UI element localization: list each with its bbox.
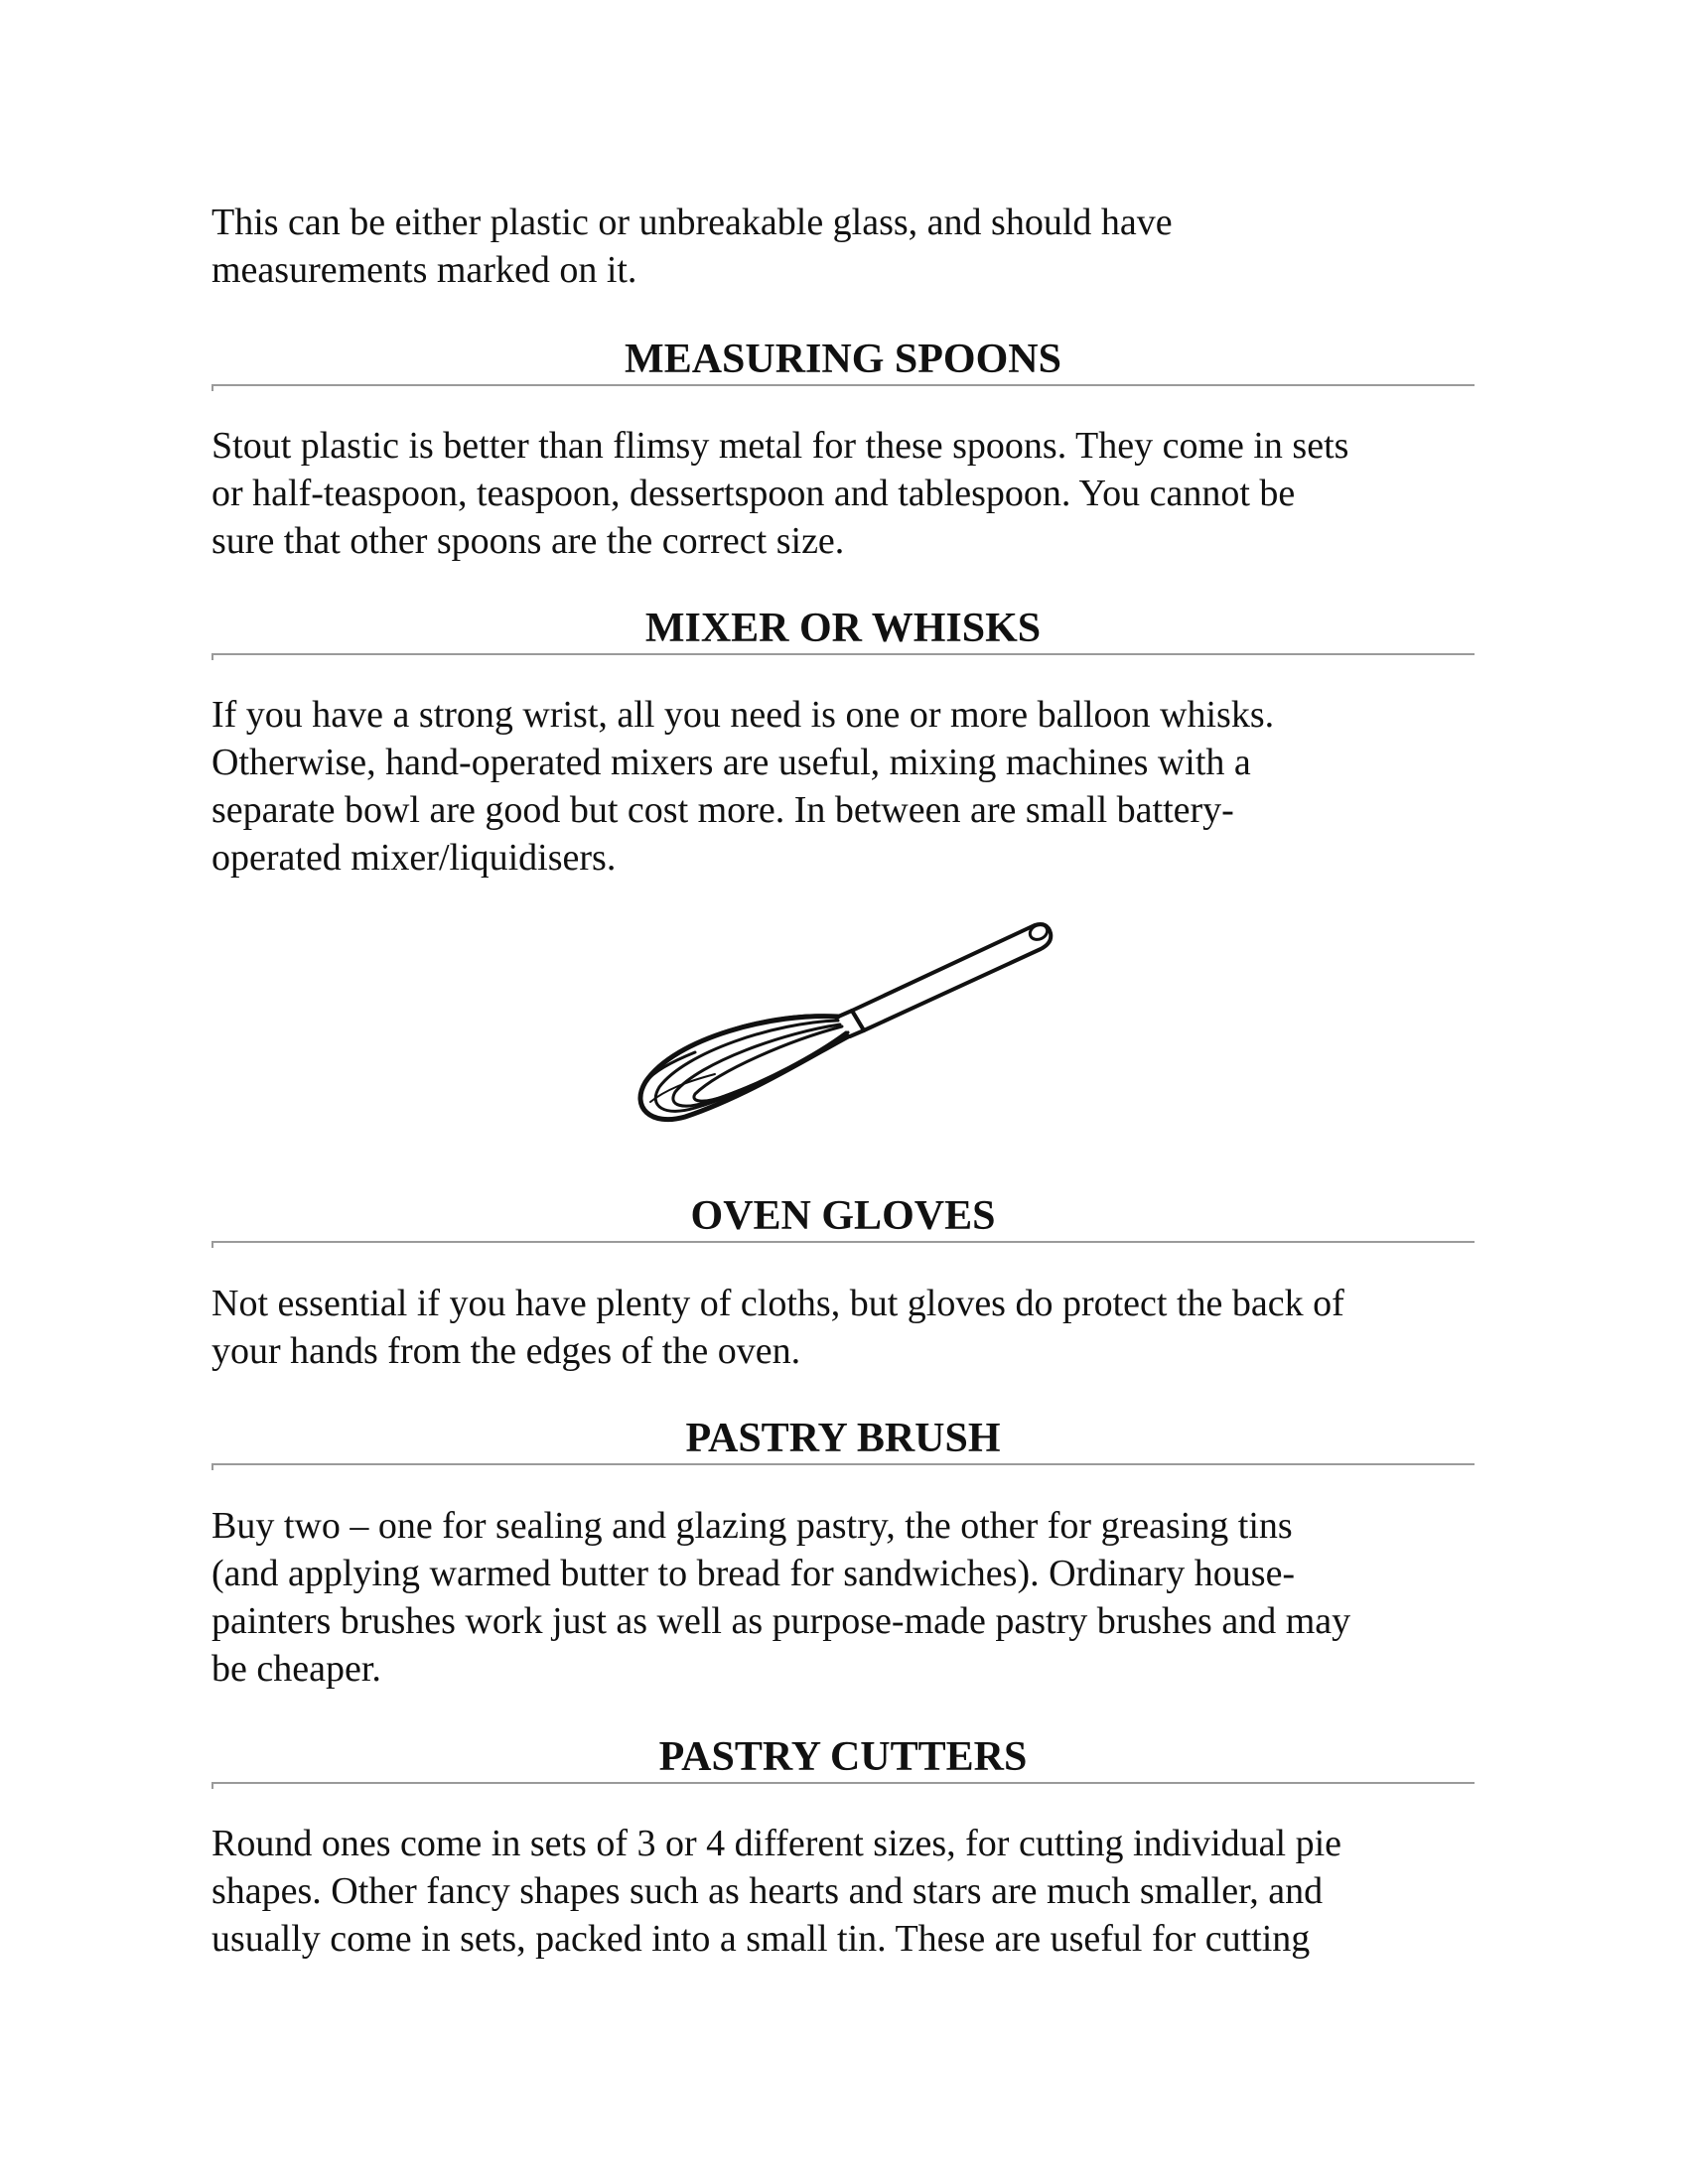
text-line: measurements marked on it. bbox=[211, 249, 637, 291]
balloon-whisk-icon bbox=[626, 913, 1072, 1142]
text-line: usually come in sets, packed into a small tin. These are useful for cutting bbox=[211, 1918, 1311, 1960]
text-line: Buy two – one for sealing and glazing pastry, the other for greasing tins bbox=[211, 1505, 1293, 1547]
section-divider bbox=[211, 653, 1475, 655]
heading-measuring-spoons: MEASURING SPOONS bbox=[625, 337, 1061, 382]
section-divider bbox=[211, 1463, 1475, 1465]
text-line: Otherwise, hand-operated mixers are useful, mixing machines with a bbox=[211, 742, 1251, 783]
text-line: operated mixer/liquidisers. bbox=[211, 837, 617, 879]
paragraph-measuring-jug bbox=[211, 199, 1502, 294]
text-line: sure that other spoons are the correct size. bbox=[211, 520, 845, 562]
text-line: Round ones come in sets of 3 or 4 different sizes, for cutting individual pie bbox=[211, 1823, 1342, 1864]
section-divider bbox=[211, 384, 1475, 386]
paragraph-mixer bbox=[211, 691, 1502, 882]
text-line: or half-teaspoon, teaspoon, dessertspoon and tablespoon. You cannot be bbox=[211, 473, 1296, 514]
text-line: be cheaper. bbox=[211, 1648, 381, 1690]
section-divider bbox=[211, 1241, 1475, 1243]
text-line: If you have a strong wrist, all you need is one or more balloon whisks. bbox=[211, 694, 1275, 736]
text-line: separate bowl are good but cost more. In between are small battery- bbox=[211, 789, 1234, 831]
heading-pastry-brush: PASTRY BRUSH bbox=[685, 1416, 1001, 1461]
text-line: Stout plastic is better than flimsy metal for these spoons. They come in sets bbox=[211, 425, 1349, 467]
text-line: (and applying warmed butter to bread for sandwiches). Ordinary house- bbox=[211, 1553, 1296, 1594]
heading-mixer-or-whisks: MIXER OR WHISKS bbox=[644, 606, 1042, 651]
heading-oven-gloves: OVEN GLOVES bbox=[690, 1193, 996, 1239]
heading-pastry-cutters: PASTRY CUTTERS bbox=[658, 1734, 1028, 1780]
section-divider bbox=[211, 1782, 1475, 1784]
paragraph-measuring-spoons bbox=[211, 422, 1502, 565]
text-line: This can be either plastic or unbreakable glass, and should have bbox=[211, 202, 1173, 243]
paragraph-pastry-cutters bbox=[211, 1820, 1502, 1963]
paragraph-pastry-brush bbox=[211, 1502, 1502, 1693]
text-line: your hands from the edges of the oven. bbox=[211, 1330, 801, 1372]
text-line: Not essential if you have plenty of cloths, but gloves do protect the back of bbox=[211, 1283, 1344, 1324]
paragraph-oven-gloves bbox=[211, 1280, 1502, 1375]
text-line: shapes. Other fancy shapes such as hearts and stars are much smaller, and bbox=[211, 1870, 1324, 1912]
text-line: painters brushes work just as well as purpose-made pastry brushes and may bbox=[211, 1600, 1351, 1642]
